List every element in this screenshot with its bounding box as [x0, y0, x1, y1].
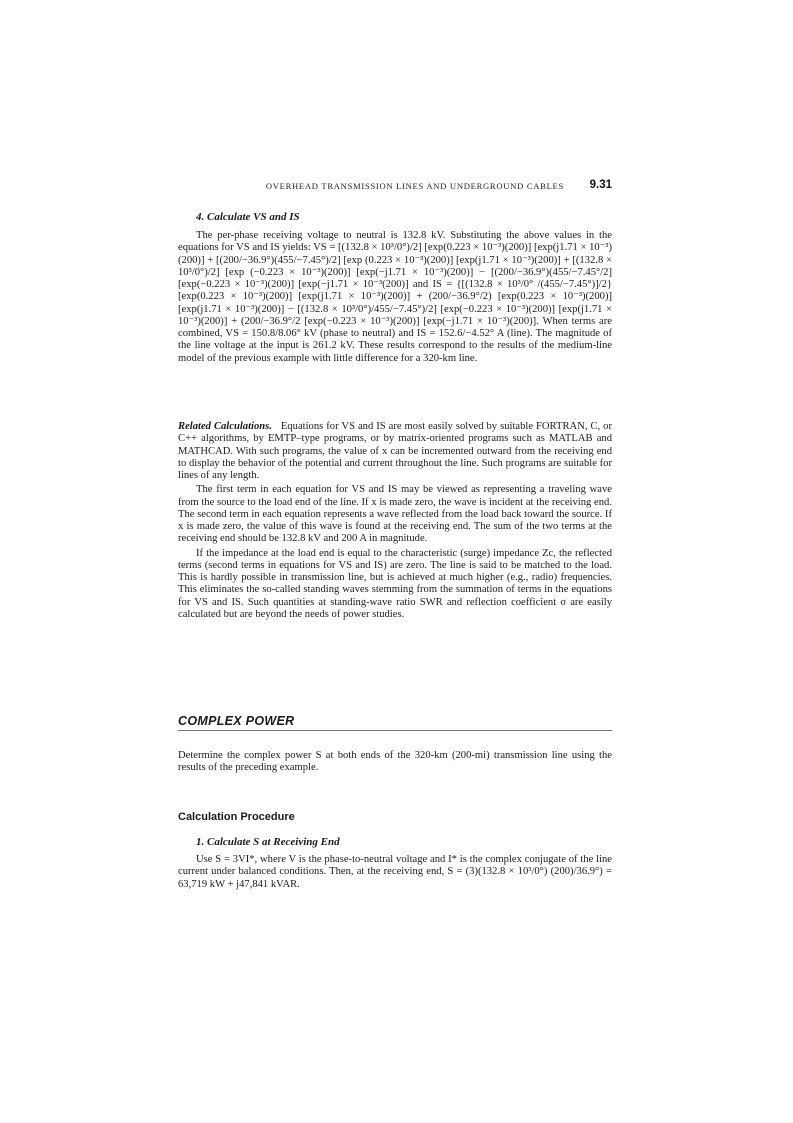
problem-text: Determine the complex power S at both ends of the 320-km (200-mi) transmission line using the results of the preceding example. [178, 750, 612, 774]
problem-statement [178, 750, 612, 775]
procedure-step-1-heading: 1. Calculate S at Receiving End [196, 836, 340, 848]
step-4-section [178, 230, 612, 365]
step-4-heading: 4. Calculate VS and IS [196, 211, 300, 223]
related-paragraph-3: If the impedance at the load end is equal to the characteristic (surge) impedance Zc, the reflected terms (second terms in equations for VS and IS) are zero. The line is said to be matched to the load. This is hardly possible in transmission line, but is achieved at much higher (e.g., radio) frequencies. This eliminates the so-called standing waves stemming from the summation of terms in the equations for VS and IS. Such quantities at standing-wave ratio SWR and reflection coefficient σ are easily calculated but are beyond the needs of power studies. [178, 547, 612, 620]
procedure-step-1-text: Use S = 3VI*, where V is the phase-to-neutral voltage and I* is the complex conjugate of the line current under balanced conditions. Then, at the receiving end, S = (3)(132.8 × 10³/0°) (200)/36.9°) = 63,719 kW + j47,841 kVAR. [178, 854, 612, 890]
related-paragraph-2: The first term in each equation for VS and IS may be viewed as representing a traveling wave from the source to the load end of the line. If x is made zero, the wave is incident at the receiving end. The second term in each equation represents a wave reflected from the load back toward the source. If x is made zero, the value of this wave is found at the receiving end. The sum of the two terms at the receiving end should be 132.8 kV and 200 A in magnitude. [178, 484, 612, 545]
page-number: 9.31 [589, 179, 612, 191]
related-text-1: Equations for VS and IS are most easily solved by suitable FORTRAN, C, or C++ algorithms, by EMTP–type programs, or by matrix-oriented programs such as MATLAB and MATHCAD. With such programs, the value of x can be incremented outward from the receiving end to display the behavior of the potential and current throughout the line. Such programs are suitable for lines of any length. [178, 421, 612, 481]
procedure-step-1 [178, 854, 612, 891]
running-head [178, 181, 612, 197]
related-paragraph-1 [178, 421, 612, 482]
related-calculations [178, 421, 612, 621]
step-4-paragraph: The per-phase receiving voltage to neutral is 132.8 kV. Substituting the above values in the equations for VS and IS yields: VS = [(132.8 × 10³/0°)/2] [exp(0.223 × 10⁻³)(200)] [exp(j1.71 × 10⁻³)(200)] + [(200/−36.9°)(455/−7.45°)/2] [exp (0.223 × 10⁻³)(200)] [exp(j1.71 × 10⁻³)(200)] + [(132.8 × 10³/0°)/2] [exp (−0.223 × 10⁻³)(200)] [exp(−j1.71 × 10⁻³)(200)] − [(200/−36.9°)(455/−7.45°/2] [exp(−0.223 × 10⁻³)(200)] [exp(−j1.71 × 10⁻³(200)] and IS = {[(132.8 × 10³/0° /(455/−7.45°)]/2} [exp(0.223 × 10⁻³)(200)] [exp(j1.71 × 10⁻³)(200)] + (200/−36.9°/2) [exp(0.223 × 10⁻³)(200)] [exp(j1.71 × 10⁻³)(200)] − [(132.8 × 10³/0°)/455/−7.45°)/2] [exp(−0.223 × 10⁻³)(200)] [exp(j1.71 × 10⁻³)(200)] + (200/−36.9°/2 [exp(−0.223 × 10⁻³)(200)] [exp(−j1.71 × 10⁻³)(200)]. When terms are combined, VS = 150.8/8.06° kV (phase to neutral) and IS = 152.6/−4.52° A (line). The magnitude of the line voltage at the input is 261.2 kV. These results correspond to the results of the medium-line model of the previous example with little difference for a 320-km line. [178, 230, 612, 364]
procedure-heading: Calculation Procedure [178, 811, 295, 823]
running-head-title: OVERHEAD TRANSMISSION LINES AND UNDERGROUND CABLES [265, 181, 564, 191]
section-title: COMPLEX POWER [178, 714, 612, 731]
related-label: Related Calculations. [178, 421, 272, 432]
